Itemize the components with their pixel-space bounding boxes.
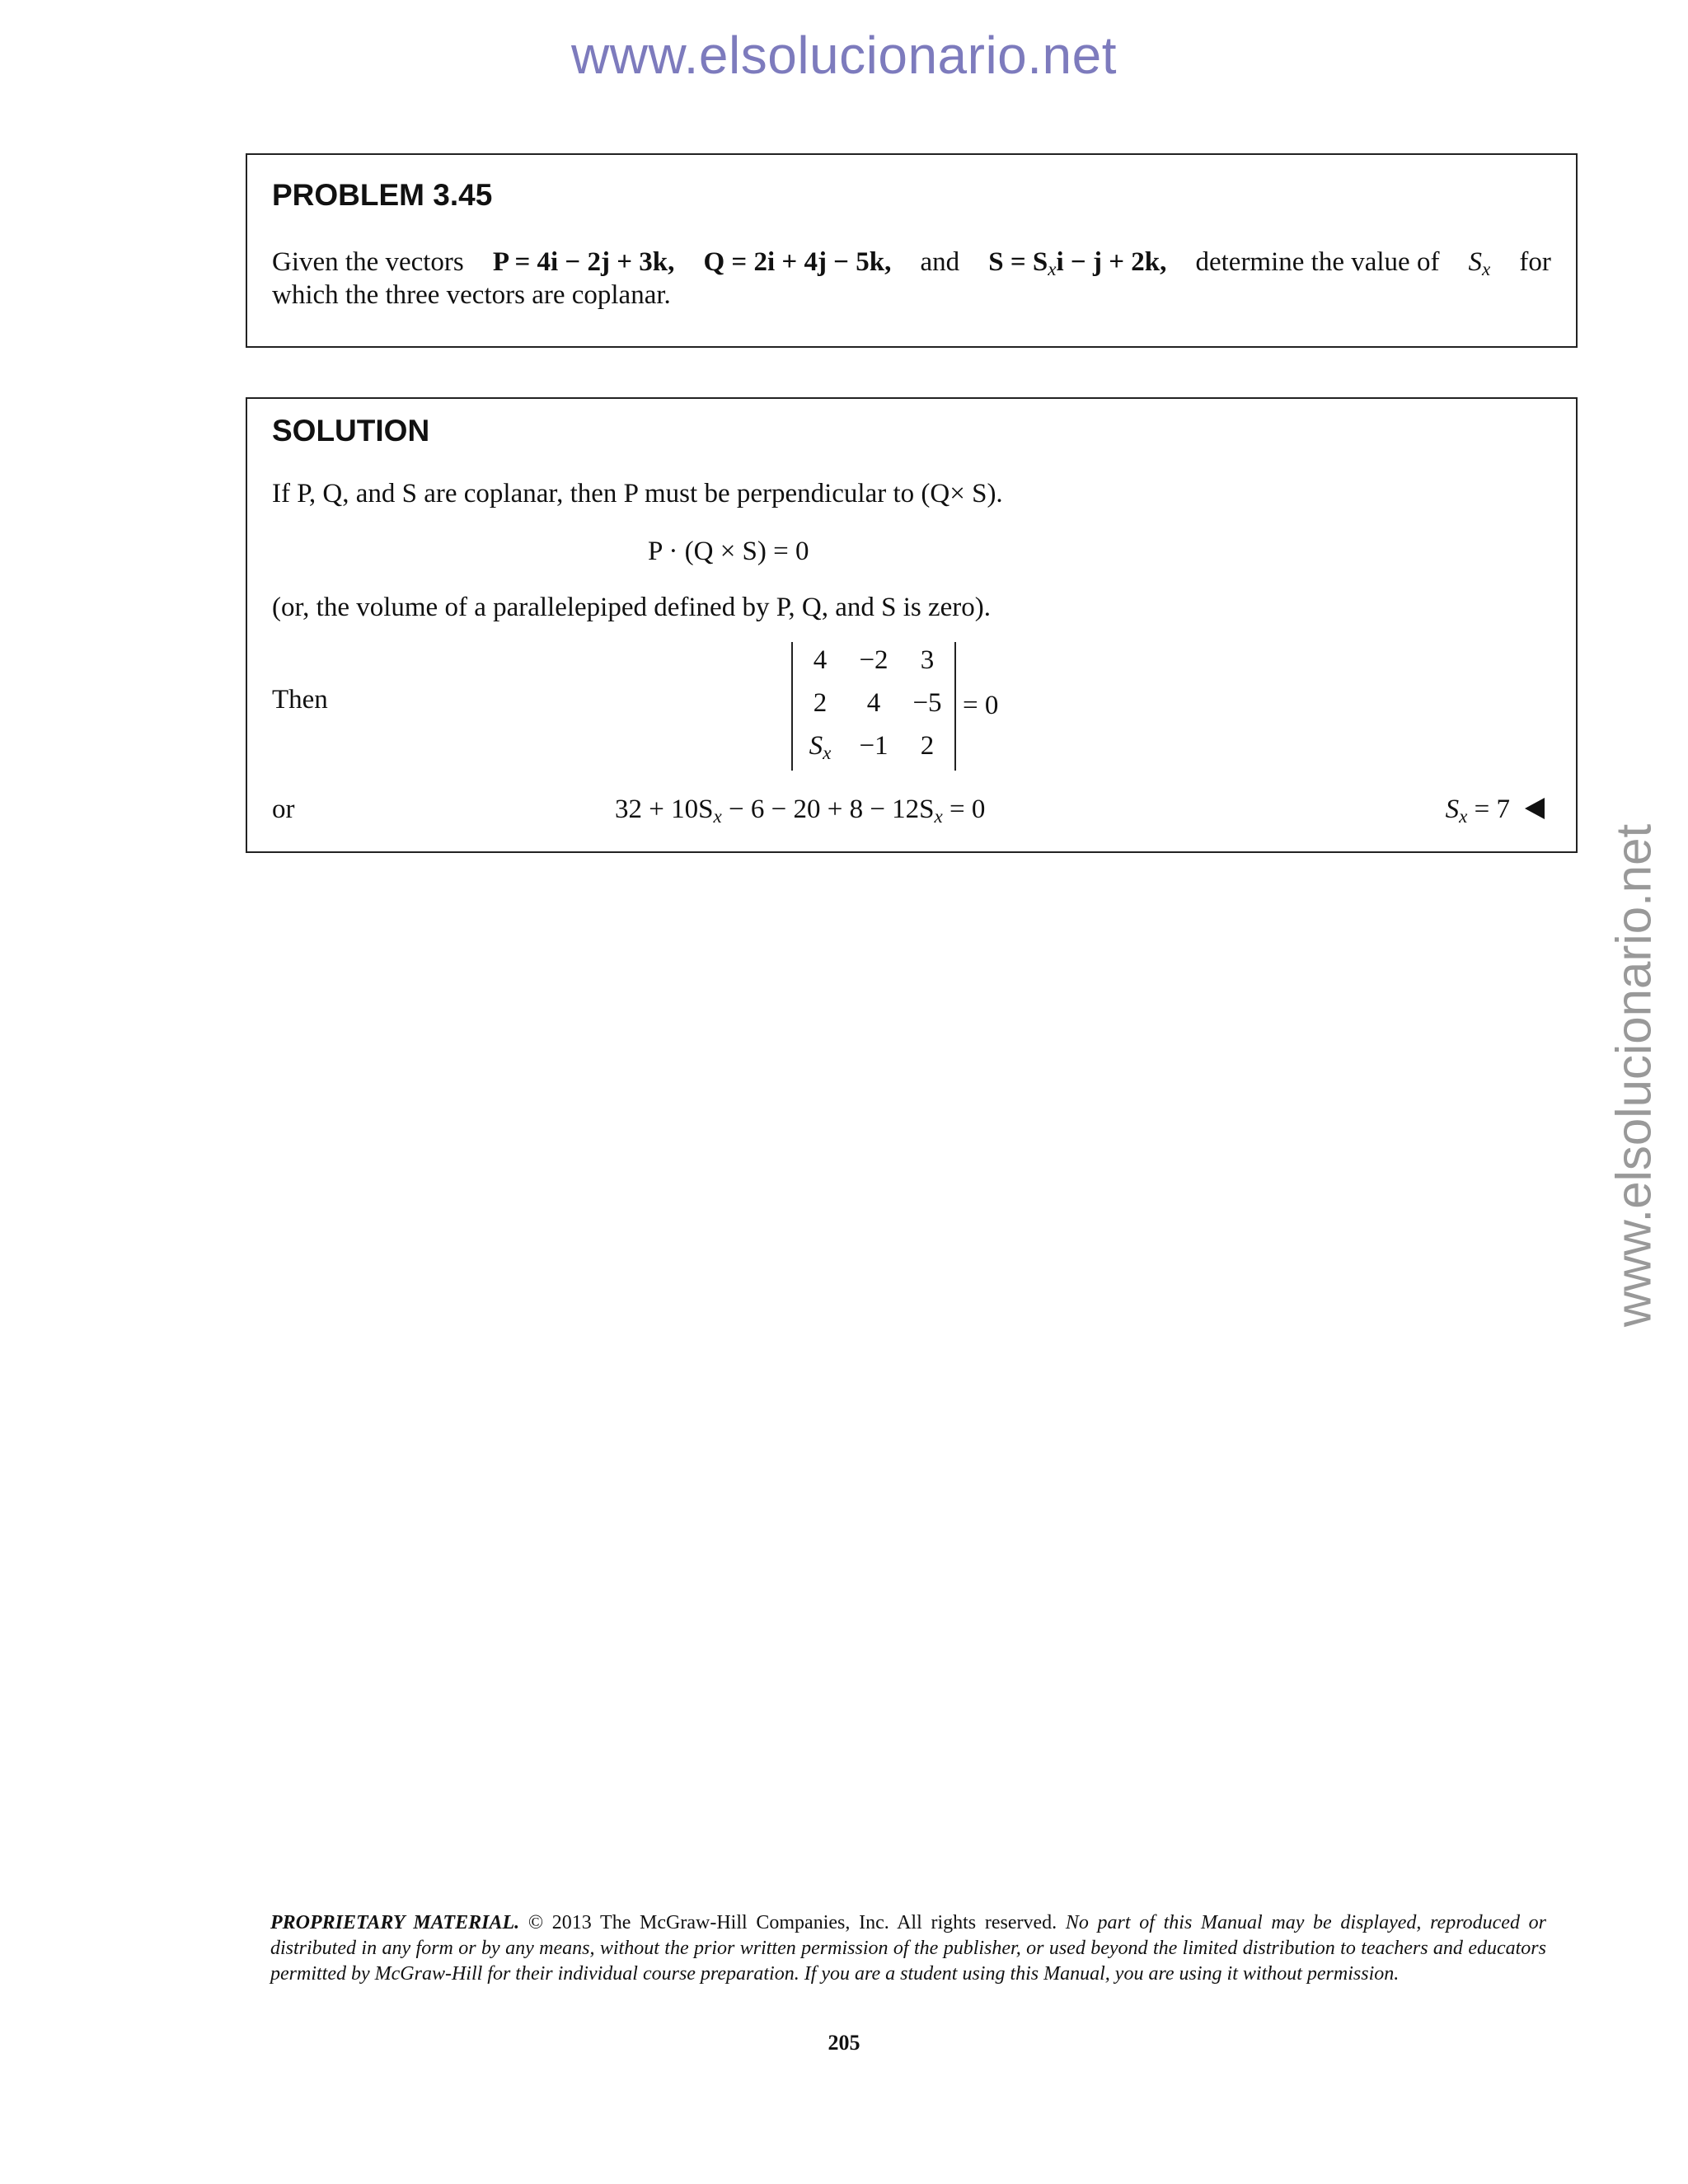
problem-box: [246, 153, 1578, 348]
solution-equation2: $32 + 10S_x - 6 - 20 + 8 - 12S_x = 0$: [615, 794, 986, 827]
solution-equation1: P · (Q × S) = 0: [648, 537, 809, 566]
vector-s: $S = S_xi - j + 2k$,: [988, 247, 1167, 279]
page-number: 205: [828, 2031, 860, 2055]
det-cell: −1: [859, 731, 889, 761]
footer-notice-text: No part of this Manual may be displayed, reproduced or distributed in any form or by any means, without the prior written permission of the publisher, or used beyond the limited distribution to teachers and educators permitted by McGraw-Hill for their individual course preparation. If you are a student using this Manual, you are using it without permission.: [270, 1912, 1546, 1985]
problem-determine: determine the value of: [1195, 247, 1440, 277]
footer-label: PROPRIETARY MATERIAL.: [270, 1912, 520, 1933]
problem-sx: $S_x$: [1468, 247, 1491, 279]
solution-line2: (or, the volume of a parallelepiped defined by P, Q, and S is zero).: [272, 593, 992, 622]
det-cell: $S_x$: [809, 731, 832, 763]
determinant: [791, 642, 998, 771]
footer-notice: [270, 1910, 1546, 1987]
problem-for: for: [1519, 247, 1551, 277]
final-answer: $S_x = 7$: [1446, 793, 1545, 832]
answer-marker-icon: [1525, 798, 1545, 819]
problem-and: and: [920, 247, 960, 277]
watermark-top: www.elsolucionario.net: [571, 26, 1117, 85]
det-cell: −5: [912, 688, 942, 718]
problem-given: Given the vectors: [272, 247, 464, 277]
det-cell: 2: [920, 731, 935, 761]
determinant-equals: = 0: [963, 691, 999, 721]
vector-p: P = 4i − 2j + 3k,: [492, 247, 675, 277]
watermark-side: www.elsolucionario.net: [1606, 823, 1662, 1328]
det-cell: 4: [866, 688, 881, 718]
then-label: Then: [272, 685, 328, 715]
problem-statement-line2: which the three vectors are coplanar.: [272, 280, 671, 310]
det-cell: 4: [813, 645, 828, 675]
vector-q: Q = 2i + 4j − 5k,: [703, 247, 892, 277]
solution-box: [246, 397, 1578, 853]
or-label: or: [272, 794, 295, 824]
footer-copyright: © 2013 The McGraw-Hill Companies, Inc. All rights reserved.: [519, 1912, 1066, 1933]
det-cell: −2: [859, 645, 889, 675]
solution-line1: If P, Q, and S are coplanar, then P must be perpendicular to (Q× S).: [272, 479, 1003, 509]
problem-heading: PROBLEM 3.45: [272, 178, 493, 212]
det-cell: 2: [813, 688, 828, 718]
solution-heading: SOLUTION: [272, 414, 430, 448]
det-cell: 3: [920, 645, 935, 675]
determinant-matrix: [791, 642, 956, 771]
